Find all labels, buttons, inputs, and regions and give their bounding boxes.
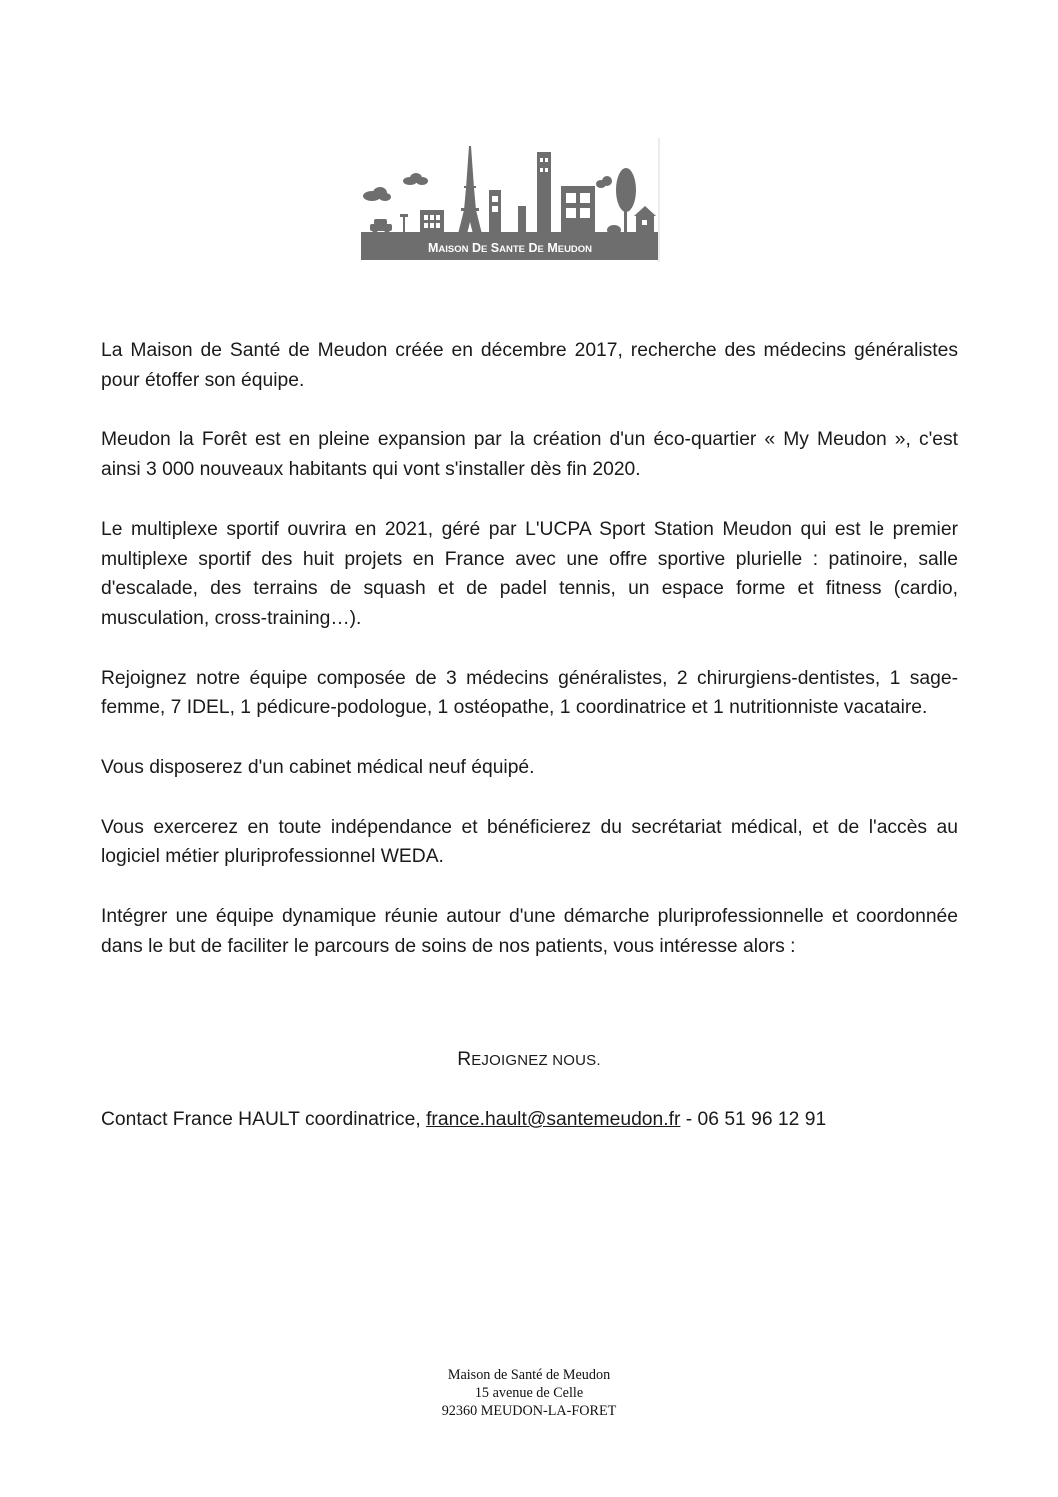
footer-line-city: 92360 MEUDON-LA-FORET: [441, 1403, 617, 1419]
maison-de-sante-logo: [358, 138, 662, 266]
rejoignez-nous-callout: [0, 1045, 1058, 1075]
footer-address: [0, 1366, 1058, 1420]
paragraph-multiplexe: Le multiplexe sportif ouvrira en 2021, géré par L'UCPA Sport Station Meudon qui est le premier multiplexe sportif des huit projets en France avec une offre sportive plurielle : patinoire, salle d'escalade, des terrains de squash et de padel tennis, un espace forme et fitness (cardio, musculation, cross-training…).: [101, 518, 958, 629]
paragraph-independance: Vous exercerez en toute indépendance et bénéficierez du secrétariat médical, et de l'accès au logiciel métier pluriprofessionnel WEDA.: [101, 816, 958, 868]
logo-text: MAISON DE SANTE DE MEUDON: [427, 241, 593, 255]
footer-line-name: Maison de Santé de Meudon: [447, 1367, 611, 1383]
city-skyline-icon: [358, 138, 662, 266]
paragraph-cabinet: Vous disposerez d'un cabinet médical neuf équipé.: [101, 757, 535, 779]
paragraph-integrer: Intégrer une équipe dynamique réunie autour d'une démarche pluriprofessionnelle et coordonnée dans le but de faciliter le parcours de soins de nos patients, vous intéresse alors :: [101, 906, 958, 957]
paragraph-equipe: Rejoignez notre équipe composée de 3 médecins généralistes, 2 chirurgiens-dentistes, 1 sage-femme, 7 IDEL, 1 pédicure-podologue, 1 ostéopathe, 1 coordinatrice et 1 nutritionniste vacataire.: [101, 667, 958, 719]
paragraph-eco-quartier: Meudon la Forêt est en pleine expansion par la création d'un éco-quartier « My Meudon », c'est ainsi 3 000 nouveaux habitants qui vont s'installer dès fin 2020.: [101, 429, 958, 481]
contact-prefix: Contact France HAULT coordinatrice,: [101, 1109, 427, 1130]
contact-phone: - 06 51 96 12 91: [680, 1109, 827, 1130]
callout-rest: EJOIGNEZ NOUS.: [471, 1052, 601, 1069]
contact-line: [101, 1105, 826, 1134]
callout-first-letter: R: [457, 1049, 472, 1070]
paragraph-intro: La Maison de Santé de Meudon créée en décembre 2017, recherche des médecins généralistes pour étoffer son équipe.: [101, 340, 958, 391]
contact-email-link[interactable]: france.hault@santemeudon.fr: [426, 1109, 681, 1130]
footer-line-street: 15 avenue de Celle: [474, 1385, 584, 1401]
letter-body: [101, 336, 958, 992]
